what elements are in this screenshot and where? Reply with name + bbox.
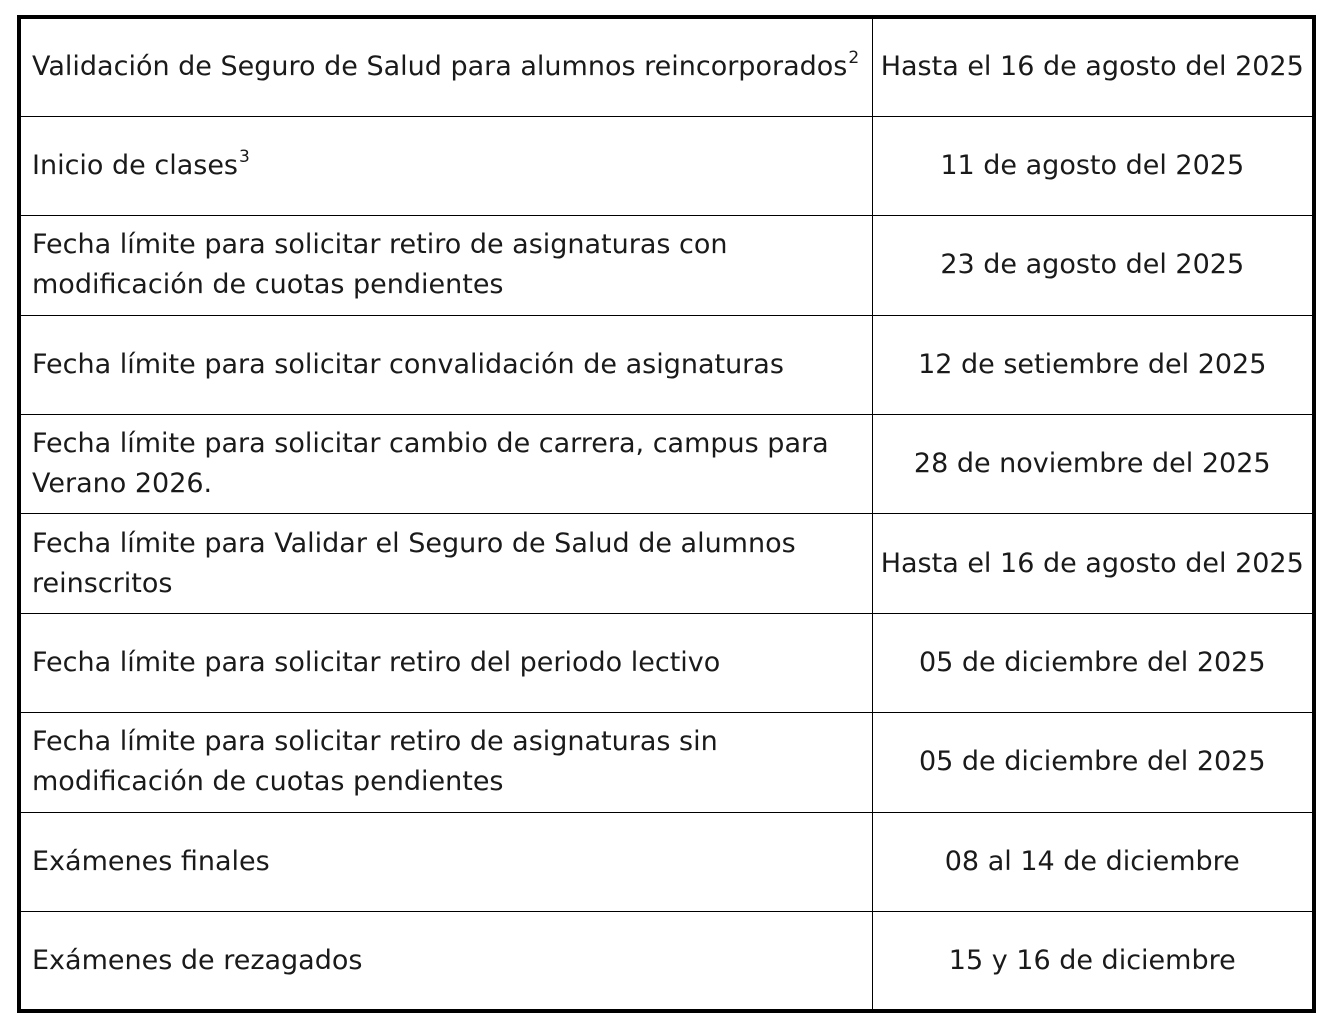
date-cell: 05 de diciembre del 2025 xyxy=(872,613,1314,712)
activity-cell: Fecha límite para solicitar retiro del periodo lectivo xyxy=(19,613,872,712)
activity-cell: Exámenes de rezagados xyxy=(19,912,872,1011)
activity-cell: Fecha límite para solicitar retiro de asignaturas sin modificación de cuotas pendientes xyxy=(19,713,872,812)
footnote-marker: 2 xyxy=(848,48,860,69)
activity-cell: Fecha límite para solicitar retiro de asignaturas con modificación de cuotas pendientes xyxy=(19,216,872,315)
date-cell: Hasta el 16 de agosto del 2025 xyxy=(872,17,1314,116)
table-row xyxy=(19,315,1314,414)
date-cell: 15 y 16 de diciembre xyxy=(872,912,1314,1011)
table-row xyxy=(19,514,1314,613)
academic-calendar-table xyxy=(17,15,1316,1013)
date-cell: 12 de setiembre del 2025 xyxy=(872,315,1314,414)
activity-cell: Fecha límite para solicitar convalidación de asignaturas xyxy=(19,315,872,414)
activity-text: Inicio de clases xyxy=(32,150,238,182)
footnote-marker: 3 xyxy=(239,147,250,168)
activity-cell: Exámenes finales xyxy=(19,812,872,911)
activity-cell: Fecha límite para solicitar cambio de carrera, campus para Verano 2026. xyxy=(19,415,872,514)
activity-text: Validación de Seguro de Salud para alumnos reincorporados xyxy=(32,51,848,83)
table-row xyxy=(19,912,1314,1011)
table-row xyxy=(19,17,1314,116)
date-cell: 08 al 14 de diciembre xyxy=(872,812,1314,911)
table-row xyxy=(19,415,1314,514)
activity-cell xyxy=(19,116,872,215)
date-cell: 11 de agosto del 2025 xyxy=(872,116,1314,215)
date-cell: 05 de diciembre del 2025 xyxy=(872,713,1314,812)
table-row xyxy=(19,812,1314,911)
date-cell: 23 de agosto del 2025 xyxy=(872,216,1314,315)
table-row xyxy=(19,216,1314,315)
activity-cell: Fecha límite para Validar el Seguro de Salud de alumnos reinscritos xyxy=(19,514,872,613)
table-row xyxy=(19,116,1314,215)
table-row xyxy=(19,713,1314,812)
activity-cell xyxy=(19,17,872,116)
table-row xyxy=(19,613,1314,712)
date-cell: Hasta el 16 de agosto del 2025 xyxy=(872,514,1314,613)
date-cell: 28 de noviembre del 2025 xyxy=(872,415,1314,514)
